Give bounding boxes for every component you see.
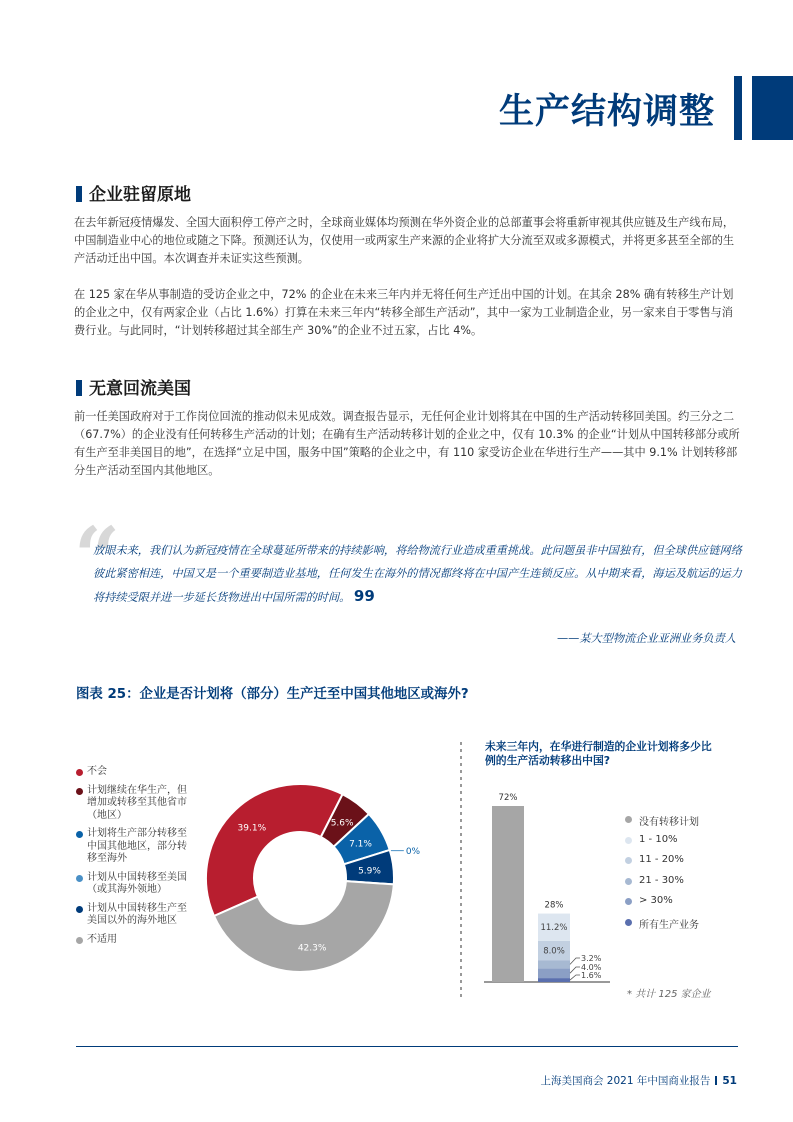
bar-segment xyxy=(492,806,524,982)
legend-item xyxy=(76,903,196,928)
pull-quote-text: 放眼未来，我们认为新冠疫情在全球蔓延所带来的持续影响，将给物流行业造成重重挑战。此问题虽非中国独有，但全球供应链网络彼此紧密相连，中国又是一个重要制造业基地，任何发生在海外的情况都终将在中国产生连锁反应。从中期来看，海运及航运的运力将持续受限并进一步延长货物进出中国所需的时间。 xyxy=(93,544,742,604)
legend-label: 没有转移计划 xyxy=(639,817,699,828)
paragraph-1: 在去年新冠疫情爆发、全国大面积停工停产之时，全球商业媒体均预测在华外资企业的总部董事会将重新审视其供应链及生产线布局，中国制造业中心的地位或随之下降。预测还认为，仅使用一或两家生产来源的企业将扩大分流至双或多源模式，并将更多甚至全部的生产活动迁出中国。本次调查并未证实这些预测。 xyxy=(74,216,735,265)
figure-title: 图表 25：企业是否计划将（部分）生产迁至中国其他地区或海外? xyxy=(76,687,469,702)
legend-swatch xyxy=(625,878,632,885)
footer-separator xyxy=(715,1076,717,1085)
bar-legend xyxy=(625,813,699,936)
bar-leader-line xyxy=(570,975,580,980)
donut-value-label: 5.6% xyxy=(330,818,354,829)
legend-label: 计划继续在华生产，但增加或转移至其他省市（地区） xyxy=(87,784,187,821)
page-number: 51 xyxy=(722,1075,737,1087)
legend-label: 计划将生产部分转移至中国其他地区，部分转移至海外 xyxy=(87,828,187,864)
legend-swatch xyxy=(625,919,632,926)
legend-item xyxy=(625,875,699,896)
donut-value-label: 0% xyxy=(405,847,421,858)
page-footer xyxy=(540,1073,737,1088)
heading-marker-icon xyxy=(76,186,82,202)
legend-label: 计划从中国转移至美国（或其海外领地） xyxy=(87,871,187,895)
page-title: 生产结构调整 xyxy=(498,92,715,132)
bar-segment-label: 3.2% xyxy=(581,954,602,963)
bar-segment-label: 4.0% xyxy=(581,963,602,972)
legend-swatch xyxy=(76,788,83,795)
bar-segment-label: 11.2% xyxy=(540,923,568,934)
chart-divider xyxy=(459,742,463,998)
bar-total-label: 72% xyxy=(498,793,518,803)
section-heading-text: 企业驻留原地 xyxy=(89,185,191,205)
footer-text: 上海美国商会 2021 年中国商业报告 xyxy=(540,1075,711,1087)
heading-marker-icon xyxy=(76,380,82,396)
legend-label: > 30% xyxy=(639,895,673,906)
donut-value-label: 5.9% xyxy=(358,866,381,877)
legend-item xyxy=(76,766,196,779)
legend-swatch xyxy=(625,816,632,823)
legend-item xyxy=(625,916,699,937)
bar-total-label: 28% xyxy=(544,900,564,911)
legend-item xyxy=(625,895,699,916)
legend-swatch xyxy=(625,837,632,844)
pull-quote xyxy=(93,540,743,610)
legend-item xyxy=(76,785,196,823)
legend-label: 21 - 30% xyxy=(639,874,684,886)
legend-label: 不会 xyxy=(87,766,107,777)
close-quote-icon: 99 xyxy=(353,587,375,605)
donut-legend xyxy=(76,766,196,952)
bar-segment-label: 8.0% xyxy=(543,946,565,957)
paragraph-2: 在 125 家在华从事制造的受访企业之中，72% 的企业在未来三年内并无将任何生产迁出中国的计划。在其余 28% 确有转移生产计划的企业之中，仅有两家企业（占比 1.6%）打算在未来三年内“转移全部生产活动”，其中一家为工业制造企业，另一家来自于零售与消费行业。与此同时，“计划转移超过其全部生产 30%”的企业不过五家，占比 4%。 xyxy=(74,288,734,337)
legend-swatch xyxy=(76,831,83,838)
open-quote-icon: “ xyxy=(74,509,121,603)
donut-chart xyxy=(200,780,430,980)
legend-item xyxy=(625,834,699,855)
legend-swatch xyxy=(625,857,632,864)
legend-item xyxy=(625,854,699,875)
legend-label: 所有生产业务 xyxy=(639,919,699,931)
donut-value-label: 39.1% xyxy=(237,823,267,834)
title-accent-bar xyxy=(734,76,742,140)
legend-label: 计划从中国转移生产至美国以外的海外地区 xyxy=(87,902,187,926)
legend-swatch xyxy=(76,937,83,944)
legend-label: 1 - 10% xyxy=(639,833,678,845)
bar-segment xyxy=(538,978,570,982)
legend-label: 不适用 xyxy=(87,933,117,945)
legend-item xyxy=(625,813,699,834)
section-heading-stay xyxy=(76,180,191,205)
legend-swatch xyxy=(76,875,83,882)
paragraph-3: 前一任美国政府对于工作岗位回流的推动似未见成效。调查报告显示，无任何企业计划将其在中国的生产活动转移回美国。约三分之二（67.7%）的企业没有任何转移生产活动的计划；在确有生产活动转移计划的企业之中，仅有 10.3% 的企业“计划从中国转移部分或所有生产至非美国目的地”，在选择“立足中国，服务中国”策略的企业之中，有 110 家受访企业在华进行生产——其中 9.1% 计划转移部分生产活动至国内其他地区。 xyxy=(74,410,740,477)
footer-rule xyxy=(76,1046,738,1047)
title-accent-block xyxy=(752,76,793,140)
donut-slice xyxy=(206,784,343,916)
section-heading-text: 无意回流美国 xyxy=(89,379,191,399)
bar-segment xyxy=(538,968,570,978)
legend-swatch xyxy=(625,898,632,905)
legend-swatch xyxy=(76,906,83,913)
bar-segment xyxy=(538,960,570,968)
quote-attribution: ——某大型物流企业亚洲业务负责人 xyxy=(556,632,736,645)
legend-swatch xyxy=(76,769,83,776)
bar-chart-title: 未来三年内，在华进行制造的企业计划将多少比例的生产活动转移出中国? xyxy=(485,740,712,767)
bar-leader-line xyxy=(570,958,580,964)
bar-leader-line xyxy=(570,967,580,973)
stacked-bar-chart xyxy=(480,780,620,990)
legend-label: 11 - 20% xyxy=(639,854,684,865)
donut-value-label: 42.3% xyxy=(297,943,327,954)
legend-item xyxy=(76,872,196,897)
donut-value-label: 7.1% xyxy=(349,839,372,850)
chart-footnote: * 共计 125 家企业 xyxy=(627,989,711,1000)
bar-segment-label: 1.6% xyxy=(581,971,602,980)
legend-item xyxy=(76,828,196,866)
section-heading-no-reshoring xyxy=(76,374,191,399)
legend-item xyxy=(76,934,196,947)
